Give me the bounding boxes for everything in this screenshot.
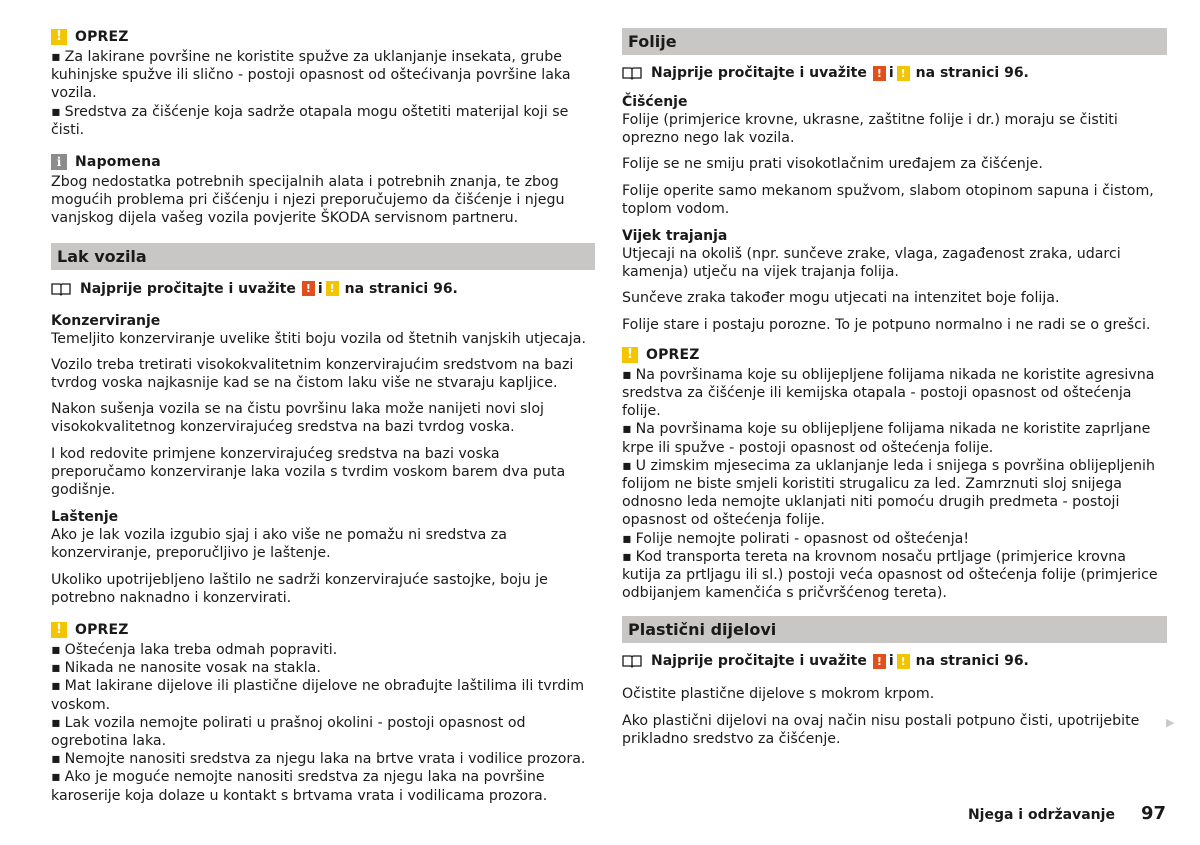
- read-first-and: i: [888, 65, 894, 81]
- note-header: [51, 153, 595, 171]
- paragraph: Folije se ne smiju prati visokotlačnim uređajem za čišćenje.: [622, 156, 1043, 173]
- warning-box: [51, 28, 595, 139]
- paragraph: Očistite plastične dijelove s mokrom krpom.: [622, 686, 935, 703]
- book-icon: [622, 654, 642, 668]
- warning-item: ▪ Kod transporta tereta na krovnom nosaču prtljage (primjerice krovna kutija za prtljagu ili sl.) postoji veća opasnost od oštećenja folije (primjerice odbijanjem kamenčića s pričvršćenog tereta).: [622, 548, 1167, 603]
- book-icon: [622, 66, 642, 80]
- paragraph: Folije (primjerice krovne, ukrasne, zaštitne folije i dr.) moraju se čistiti oprezno nego lak vozila.: [622, 112, 1118, 147]
- warning-item: ▪ U zimskim mjesecima za uklanjanje leda i snijega s površina oblijepljenih folijom ne biste smjeli koristiti strugalicu za led. Zamrznuti sloj snijega odnosno leda nemojte uklanjati niti pomoću drugih predmeta - postoji opasnost od oštećenja folije.: [622, 457, 1167, 530]
- paragraph: I kod redovite primjene konzervirajućeg sredstva na bazi voska preporučamo konzerviranje laka vozila s tvrdim voskom barem dva puta godišnje.: [51, 445, 566, 499]
- section-car-paint: [51, 243, 595, 607]
- paragraph: Sunčeve zraka također mogu utjecati na intenzitet boje folija.: [622, 290, 1060, 307]
- warning-yellow-icon: !: [897, 654, 910, 669]
- read-first-reference: [622, 651, 1167, 671]
- chapter-title: Njega i održavanje: [967, 807, 1115, 823]
- warning-label: OPREZ: [75, 622, 129, 639]
- paragraph: Ako je lak vozila izgubio sjaj i ako više ne pomažu ni sredstva za konzerviranje, preporučljivo je laštenje.: [51, 527, 507, 562]
- left-column: [51, 28, 595, 805]
- paragraph: Nakon sušenja vozila se na čistu površinu laka može nanijeti novi sloj visokokvalitetnog konzervirajućeg sredstva na bazi tvrdog voska.: [51, 401, 544, 436]
- warning-box: [51, 621, 595, 805]
- paragraph: Ako plastični dijelovi na ovaj način nisu postali potpuno čisti, upotrijebite prikladno sredstvo za čišćenje.: [622, 712, 1140, 747]
- warning-header: [622, 346, 1167, 364]
- read-first-and: i: [317, 280, 323, 297]
- subheading: Vijek trajanja: [622, 228, 728, 245]
- page-number: 97: [1140, 803, 1166, 824]
- warning-item: ▪ Za lakirane površine ne koristite spužve za uklanjanje insekata, grube kuhinjske spužve ili slično - postoji opasnost od oštećivanja površine laka vozila.: [51, 48, 595, 103]
- warning-red-icon: !: [302, 281, 315, 296]
- continue-arrow-icon: ▶: [1166, 716, 1175, 729]
- warning-item: ▪ Nikada ne nanosite vosak na stakla.: [51, 659, 595, 677]
- subheading: Laštenje: [51, 509, 119, 526]
- subheading: Čišćenje: [622, 94, 688, 110]
- warning-item: ▪ Na površinama koje su oblijepljene folijama nikada ne koristite zaprljane krpe ili spužve - postoji opasnost od oštećenja folije.: [622, 420, 1167, 456]
- section-title: Folije: [622, 28, 1167, 55]
- warning-header: [51, 28, 595, 46]
- paragraph: Folije stare i postaju porozne. To je potpuno normalno i ne radi se o grešci.: [622, 316, 1151, 333]
- warning-red-icon: !: [873, 66, 886, 81]
- right-column: [622, 28, 1167, 748]
- warning-item: ▪ Nemojte nanositi sredstva za njegu laka na brtve vrata i vodilice prozora.: [51, 750, 595, 768]
- warning-label: OPREZ: [75, 29, 129, 45]
- paragraph: Ukoliko upotrijebljeno laštilo ne sadrži konzervirajuće sastojke, boju je potrebno naknadno i konzervirati.: [51, 571, 548, 606]
- book-icon: [51, 282, 71, 296]
- section-plastic-parts: [622, 616, 1167, 748]
- warning-item: ▪ Na površinama koje su oblijepljene folijama nikada ne koristite agresivna sredstva za čišćenje ili kemijska otapala - postoji opasnost od oštećenja folije.: [622, 366, 1167, 421]
- note-text: Zbog nedostatka potrebnih specijalnih alata i potrebnih znanja, te zbog mogućih problema pri čišćenju i njezi preporučujemo da čišćenje i njegu vanjskog dijela vašeg vozila povjerite ŠKODA servisnom partneru.: [51, 174, 565, 227]
- warning-item: ▪ Sredstva za čišćenje koja sadrže otapala mogu oštetiti materijal koji se čisti.: [51, 103, 595, 139]
- paragraph: Temeljito konzerviranje uvelike štiti boju vozila od štetnih vanjskih utjecaja.: [51, 330, 586, 347]
- note-label: Napomena: [75, 154, 161, 171]
- read-first-text: Najprije pročitajte i uvažite: [651, 65, 867, 81]
- warning-label: OPREZ: [646, 346, 700, 363]
- section-title: Plastični dijelovi: [622, 616, 1167, 643]
- warning-item: ▪ Ako je moguće nemojte nanositi sredstva za njegu laka na površine karoserije koja dolaze u kontakt s brtvama vrata i vodilicama prozora.: [51, 768, 595, 804]
- subheading: Konzerviranje: [51, 312, 161, 329]
- read-first-reference: [51, 279, 595, 299]
- read-first-text: Najprije pročitajte i uvažite: [80, 280, 296, 297]
- section-title: Lak vozila: [51, 243, 595, 270]
- read-first-page-link[interactable]: na stranici 96.: [915, 65, 1029, 81]
- warning-red-icon: !: [873, 654, 886, 669]
- warning-icon: !: [51, 29, 67, 45]
- warning-item: ▪ Mat lakirane dijelove ili plastične dijelove ne obrađujte laštilima ili tvrdim voskom.: [51, 677, 595, 713]
- warning-box: [622, 346, 1167, 603]
- warning-item: ▪ Oštećenja laka treba odmah popraviti.: [51, 641, 595, 659]
- read-first-reference: [622, 63, 1167, 83]
- paragraph: Utjecaji na okoliš (npr. sunčeve zrake, vlaga, zagađenost zraka, udarci kamenja) utječu na vijek trajanja folija.: [622, 246, 1121, 281]
- warning-icon: !: [622, 347, 638, 363]
- info-icon: i: [51, 154, 67, 170]
- read-first-text: Najprije pročitajte i uvažite: [651, 653, 867, 670]
- read-first-and: i: [888, 653, 894, 670]
- warning-item: ▪ Lak vozila nemojte polirati u prašnoj okolini - postoji opasnost od ogrebotina laka.: [51, 714, 595, 750]
- paragraph: Folije operite samo mekanom spužvom, slabom otopinom sapuna i čistom, toplom vodom.: [622, 182, 1154, 217]
- warning-header: [51, 621, 595, 639]
- section-foils: [622, 28, 1167, 334]
- read-first-page-link[interactable]: na stranici 96.: [915, 653, 1029, 670]
- warning-yellow-icon: !: [897, 66, 910, 81]
- warning-item: ▪ Folije nemojte polirati - opasnost od oštećenja!: [622, 530, 1167, 548]
- read-first-page-link[interactable]: na stranici 96.: [344, 280, 458, 297]
- page-footer: [968, 803, 1166, 824]
- paragraph: Vozilo treba tretirati visokokvalitetnim konzervirajućim sredstvom na bazi tvrdog voska najkasnije kad se na čistom laku više ne stvaraju kapljice.: [51, 356, 574, 392]
- warning-yellow-icon: !: [326, 281, 339, 296]
- warning-icon: !: [51, 622, 67, 638]
- note-box: [51, 153, 595, 228]
